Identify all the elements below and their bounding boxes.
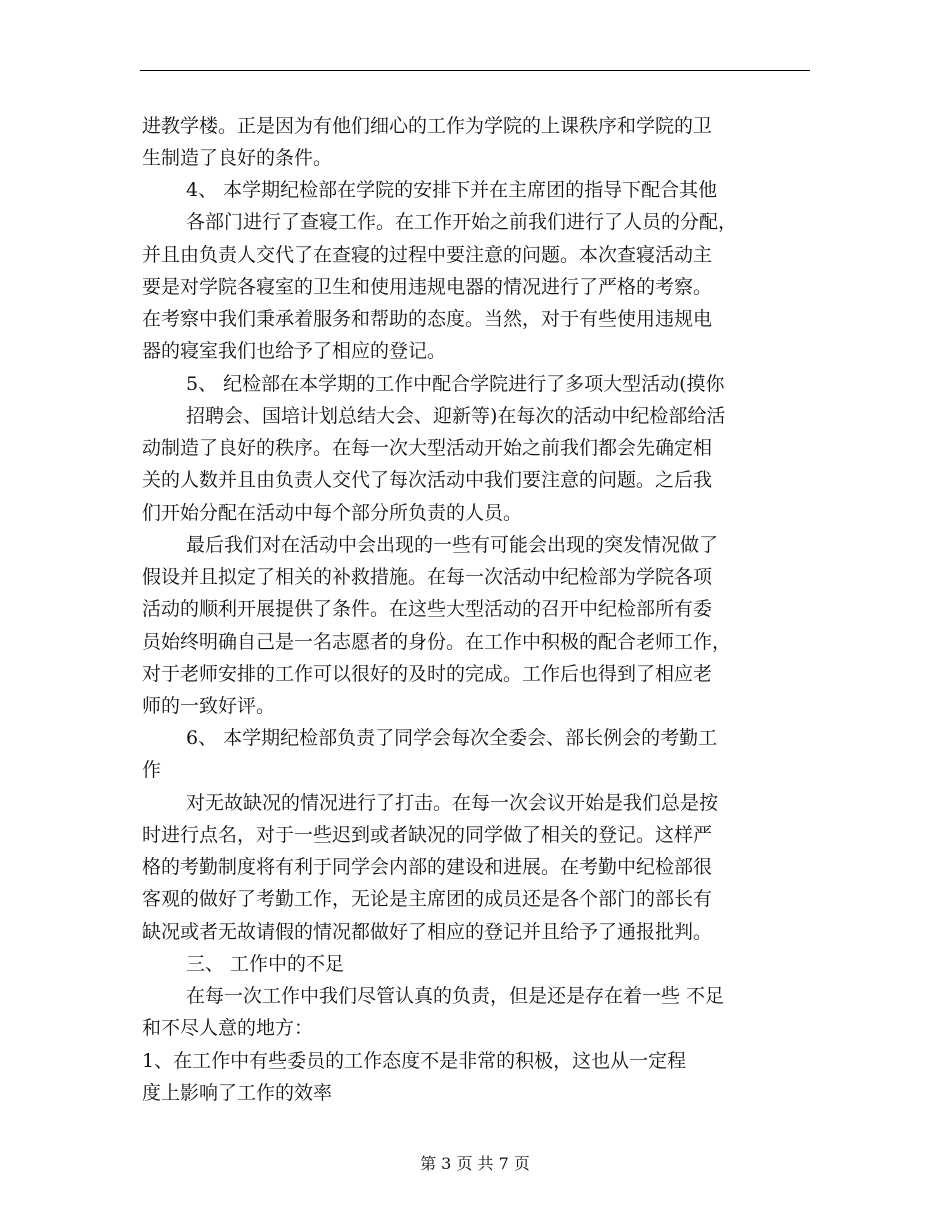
- text-line: 5、 纪检部在本学期的工作中配合学院进行了多项大型活动(摸你: [186, 373, 725, 395]
- text-line: 动制造了良好的秩序。在每一次大型活动开始之前我们都会先确定相: [142, 437, 713, 459]
- text-line: 格的考勤制度将有利于同学会内部的建设和进展。在考勤中纪检部很: [142, 856, 713, 878]
- text-line: 各部门进行了查寝工作。在工作开始之前我们进行了人员的分配，: [186, 211, 738, 233]
- text-line: 假设并且拟定了相关的补救措施。在每一次活动中纪检部为学院各项: [142, 566, 713, 588]
- section-heading: 三、 工作中的不足: [186, 953, 345, 975]
- text-line: 在每一次工作中我们尽管认真的负责，但是还是存在着一些 不足: [186, 985, 725, 1007]
- text-line: 客观的做好了考勤工作，无论是主席团的成员还是各个部门的部长有: [142, 888, 713, 910]
- text-line: 们开始分配在活动中每个部分所负责的人员。: [142, 502, 523, 524]
- text-line: 和不尽人意的地方：: [142, 1017, 314, 1039]
- text-line: 度上影响了工作的效率: [142, 1082, 333, 1104]
- text-line: 4、 本学期纪检部在学院的安排下并在主席团的指导下配合其他: [186, 179, 718, 201]
- text-line: 在考察中我们秉承着服务和帮助的态度。当然，对于有些使用违规电: [142, 308, 713, 330]
- text-line: 招聘会、国培计划总结大会、迎新等)在每次的活动中纪检部给活: [186, 405, 726, 427]
- text-line: 对无故缺况的情况进行了打击。在每一次会议开始是我们总是按: [186, 792, 719, 814]
- text-line: 生制造了良好的条件。: [142, 147, 333, 169]
- text-line: 作: [142, 759, 162, 781]
- text-line: 6、 本学期纪检部负责了同学会每次全委会、部长例会的考勤工: [186, 727, 718, 749]
- text-line: 1、在工作中有些委员的工作态度不是非常的积极，这也从一定程: [142, 1050, 687, 1072]
- text-line: 要是对学院各寝室的卫生和使用违规电器的情况进行了严格的考察。: [142, 276, 713, 298]
- text-line: 时进行点名，对于一些迟到或者缺况的同学做了相关的登记。这样严: [142, 824, 713, 846]
- page-number: 第 3 页 共 7 页: [420, 1154, 530, 1173]
- text-line: 并且由负责人交代了在查寝的过程中要注意的问题。本次查寝活动主: [142, 244, 713, 266]
- text-line: 进教学楼。正是因为有他们细心的工作为学院的上课秩序和学院的卫: [142, 115, 713, 137]
- text-line: 器的寝室我们也给予了相应的登记。: [142, 340, 447, 362]
- text-line: 最后我们对在活动中会出现的一些有可能会出现的突发情况做了: [186, 534, 719, 556]
- text-line: 活动的顺利开展提供了条件。在这些大型活动的召开中纪检部所有委: [142, 598, 713, 620]
- text-line: 对于老师安排的工作可以很好的及时的完成。工作后也得到了相应老: [142, 663, 713, 685]
- header-rule: [140, 70, 810, 71]
- text-line: 关的人数并且由负责人交代了每次活动中我们要注意的问题。之后我: [142, 469, 713, 491]
- text-line: 缺况或者无故请假的情况都做好了相应的登记并且给予了通报批判。: [142, 921, 713, 943]
- text-line: 师的一致好评。: [142, 695, 276, 717]
- text-line: 员始终明确自己是一名志愿者的身份。在工作中积极的配合老师工作，: [142, 631, 732, 653]
